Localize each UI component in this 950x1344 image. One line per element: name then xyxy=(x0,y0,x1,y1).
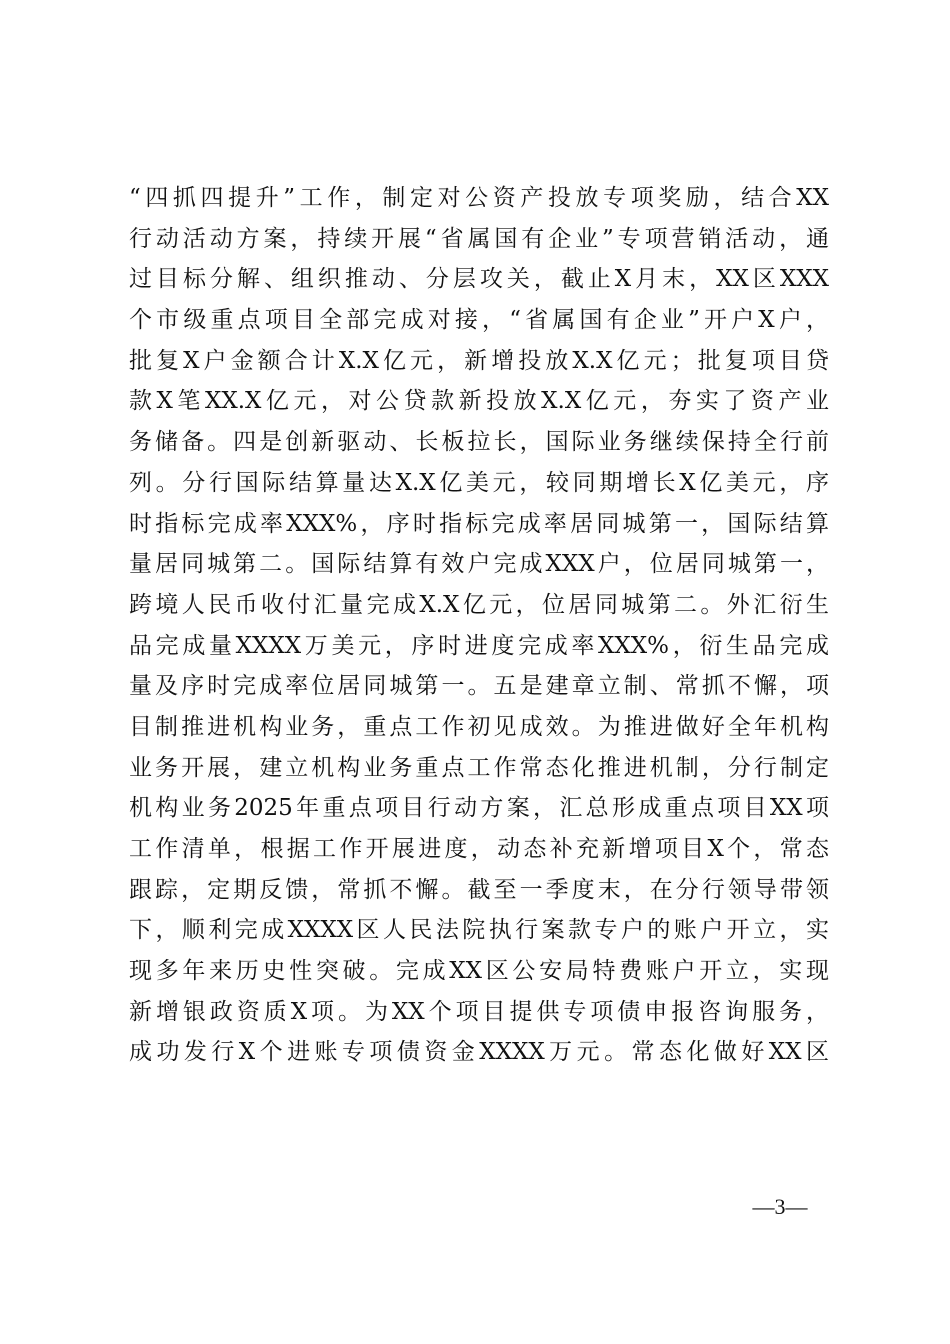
text-line: 时指标完成率XXX%，序时指标完成率居同城第一，国际结算 xyxy=(129,510,829,537)
text-line: 列。分行国际结算量达X.X亿美元，较同期增长X亿美元，序 xyxy=(129,469,829,496)
text-line: 行动活动方案，持续开展“省属国有企业”专项营销活动，通 xyxy=(129,225,829,252)
text-line: 工作清单，根据工作开展进度，动态补充新增项目X个，常态 xyxy=(129,836,829,862)
text-line: 新增银政资质X项。为XX个项目提供专项债申报咨询服务， xyxy=(129,998,829,1025)
text-line: 下，顺利完成XXXX区人民法院执行案款专户的账户开立，实 xyxy=(129,917,829,944)
text-line: 成功发行X个进账专项债资金XXXX万元。常态化做好XX区 xyxy=(129,1039,829,1066)
body-paragraph xyxy=(129,178,829,1073)
text-line: 机构业务2025年重点项目行动方案，汇总形成重点项目XX项 xyxy=(129,795,829,822)
text-line: 业务开展，建立机构业务重点工作常态化推进机制，分行制定 xyxy=(129,754,829,781)
text-line: 现多年来历史性突破。完成XX区公安局特费账户开立，实现 xyxy=(129,958,829,985)
text-line: 目制推进机构业务，重点工作初见成效。为推进做好全年机构 xyxy=(129,713,829,740)
text-line: 款X笔XX.X亿元，对公贷款新投放X.X亿元，夯实了资产业 xyxy=(129,388,829,415)
text-line: 个市级重点项目全部完成对接，“省属国有企业”开户X户， xyxy=(129,307,829,334)
text-line: 批复X户金额合计X.X亿元，新增投放X.X亿元；批复项目贷 xyxy=(129,347,829,374)
text-line: 务储备。四是创新驱动、长板拉长，国际业务继续保持全行前 xyxy=(129,429,829,456)
text-line: 量及序时完成率位居同城第一。五是建章立制、常抓不懈，项 xyxy=(129,673,829,700)
text-line: “四抓四提升”工作，制定对公资产投放专项奖励，结合XX xyxy=(129,185,829,211)
text-line: 跨境人民币收付汇量完成X.X亿元，位居同城第二。外汇衍生 xyxy=(129,591,829,618)
text-line: 过目标分解、组织推动、分层攻关，截止X月末，XX区XXX xyxy=(129,266,829,293)
text-line: 品完成量XXXX万美元，序时进度完成率XXX%，衍生品完成 xyxy=(129,632,829,659)
text-line: 量居同城第二。国际结算有效户完成XXX户，位居同城第一， xyxy=(129,551,829,578)
page-number: —3— xyxy=(752,1194,808,1219)
text-line: 跟踪，定期反馈，常抓不懈。截至一季度末，在分行领导带领 xyxy=(129,876,829,903)
